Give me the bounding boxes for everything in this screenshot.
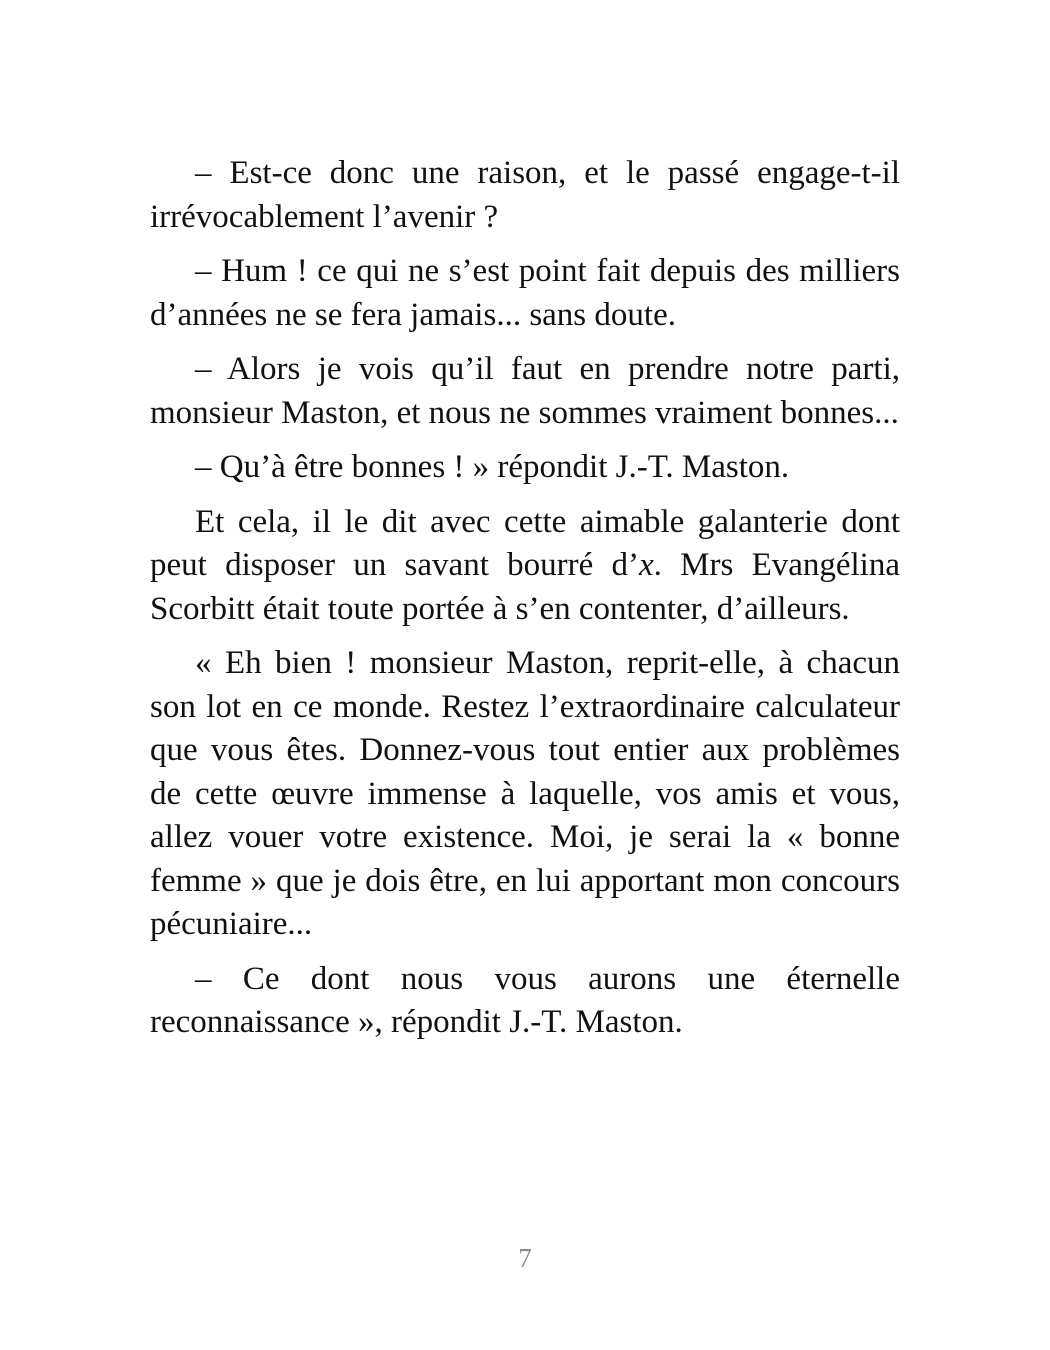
paragraph-7: – Ce dont nous vous aurons une éternelle reconnaissance », répondit J.-T. Maston. (150, 960, 900, 1040)
paragraph-5-before: Et cela, il le dit avec cette aimable galanterie dont peut disposer un savant bourré d’ (150, 503, 900, 583)
paragraph-5-italic-x: x (638, 547, 654, 583)
paragraph-6: « Eh bien ! monsieur Maston, reprit-elle, à chacun son lot en ce monde. Restez l’extraordinaire calculateur que vous êtes. Donnez-vous tout entier aux problèmes de cette œuvre immense à laquelle, vos amis et vous, allez vouer votre existence. Moi, je serai la « bonne femme » que je dois être, en lui apportant mon concours pécuniaire... (150, 645, 900, 942)
page-body (150, 152, 900, 1056)
page-number: 7 (518, 1243, 532, 1273)
paragraph-5-after: . Mrs Evangélina Scorbitt était toute portée à s’en contenter, d’ailleurs. (150, 547, 900, 627)
paragraph-4: – Qu’à être bonnes ! » répondit J.-T. Maston. (195, 449, 790, 485)
paragraph-5 (150, 501, 900, 632)
paragraph-1: – Est-ce donc une raison, et le passé engage-t-il irrévocablement l’avenir ? (150, 155, 900, 235)
paragraph-2: – Hum ! ce qui ne s’est point fait depuis des milliers d’années ne se fera jamais... sans doute. (150, 253, 900, 333)
paragraph-3: – Alors je vois qu’il faut en prendre notre parti, monsieur Maston, et nous ne sommes vraiment bonnes... (150, 351, 900, 431)
